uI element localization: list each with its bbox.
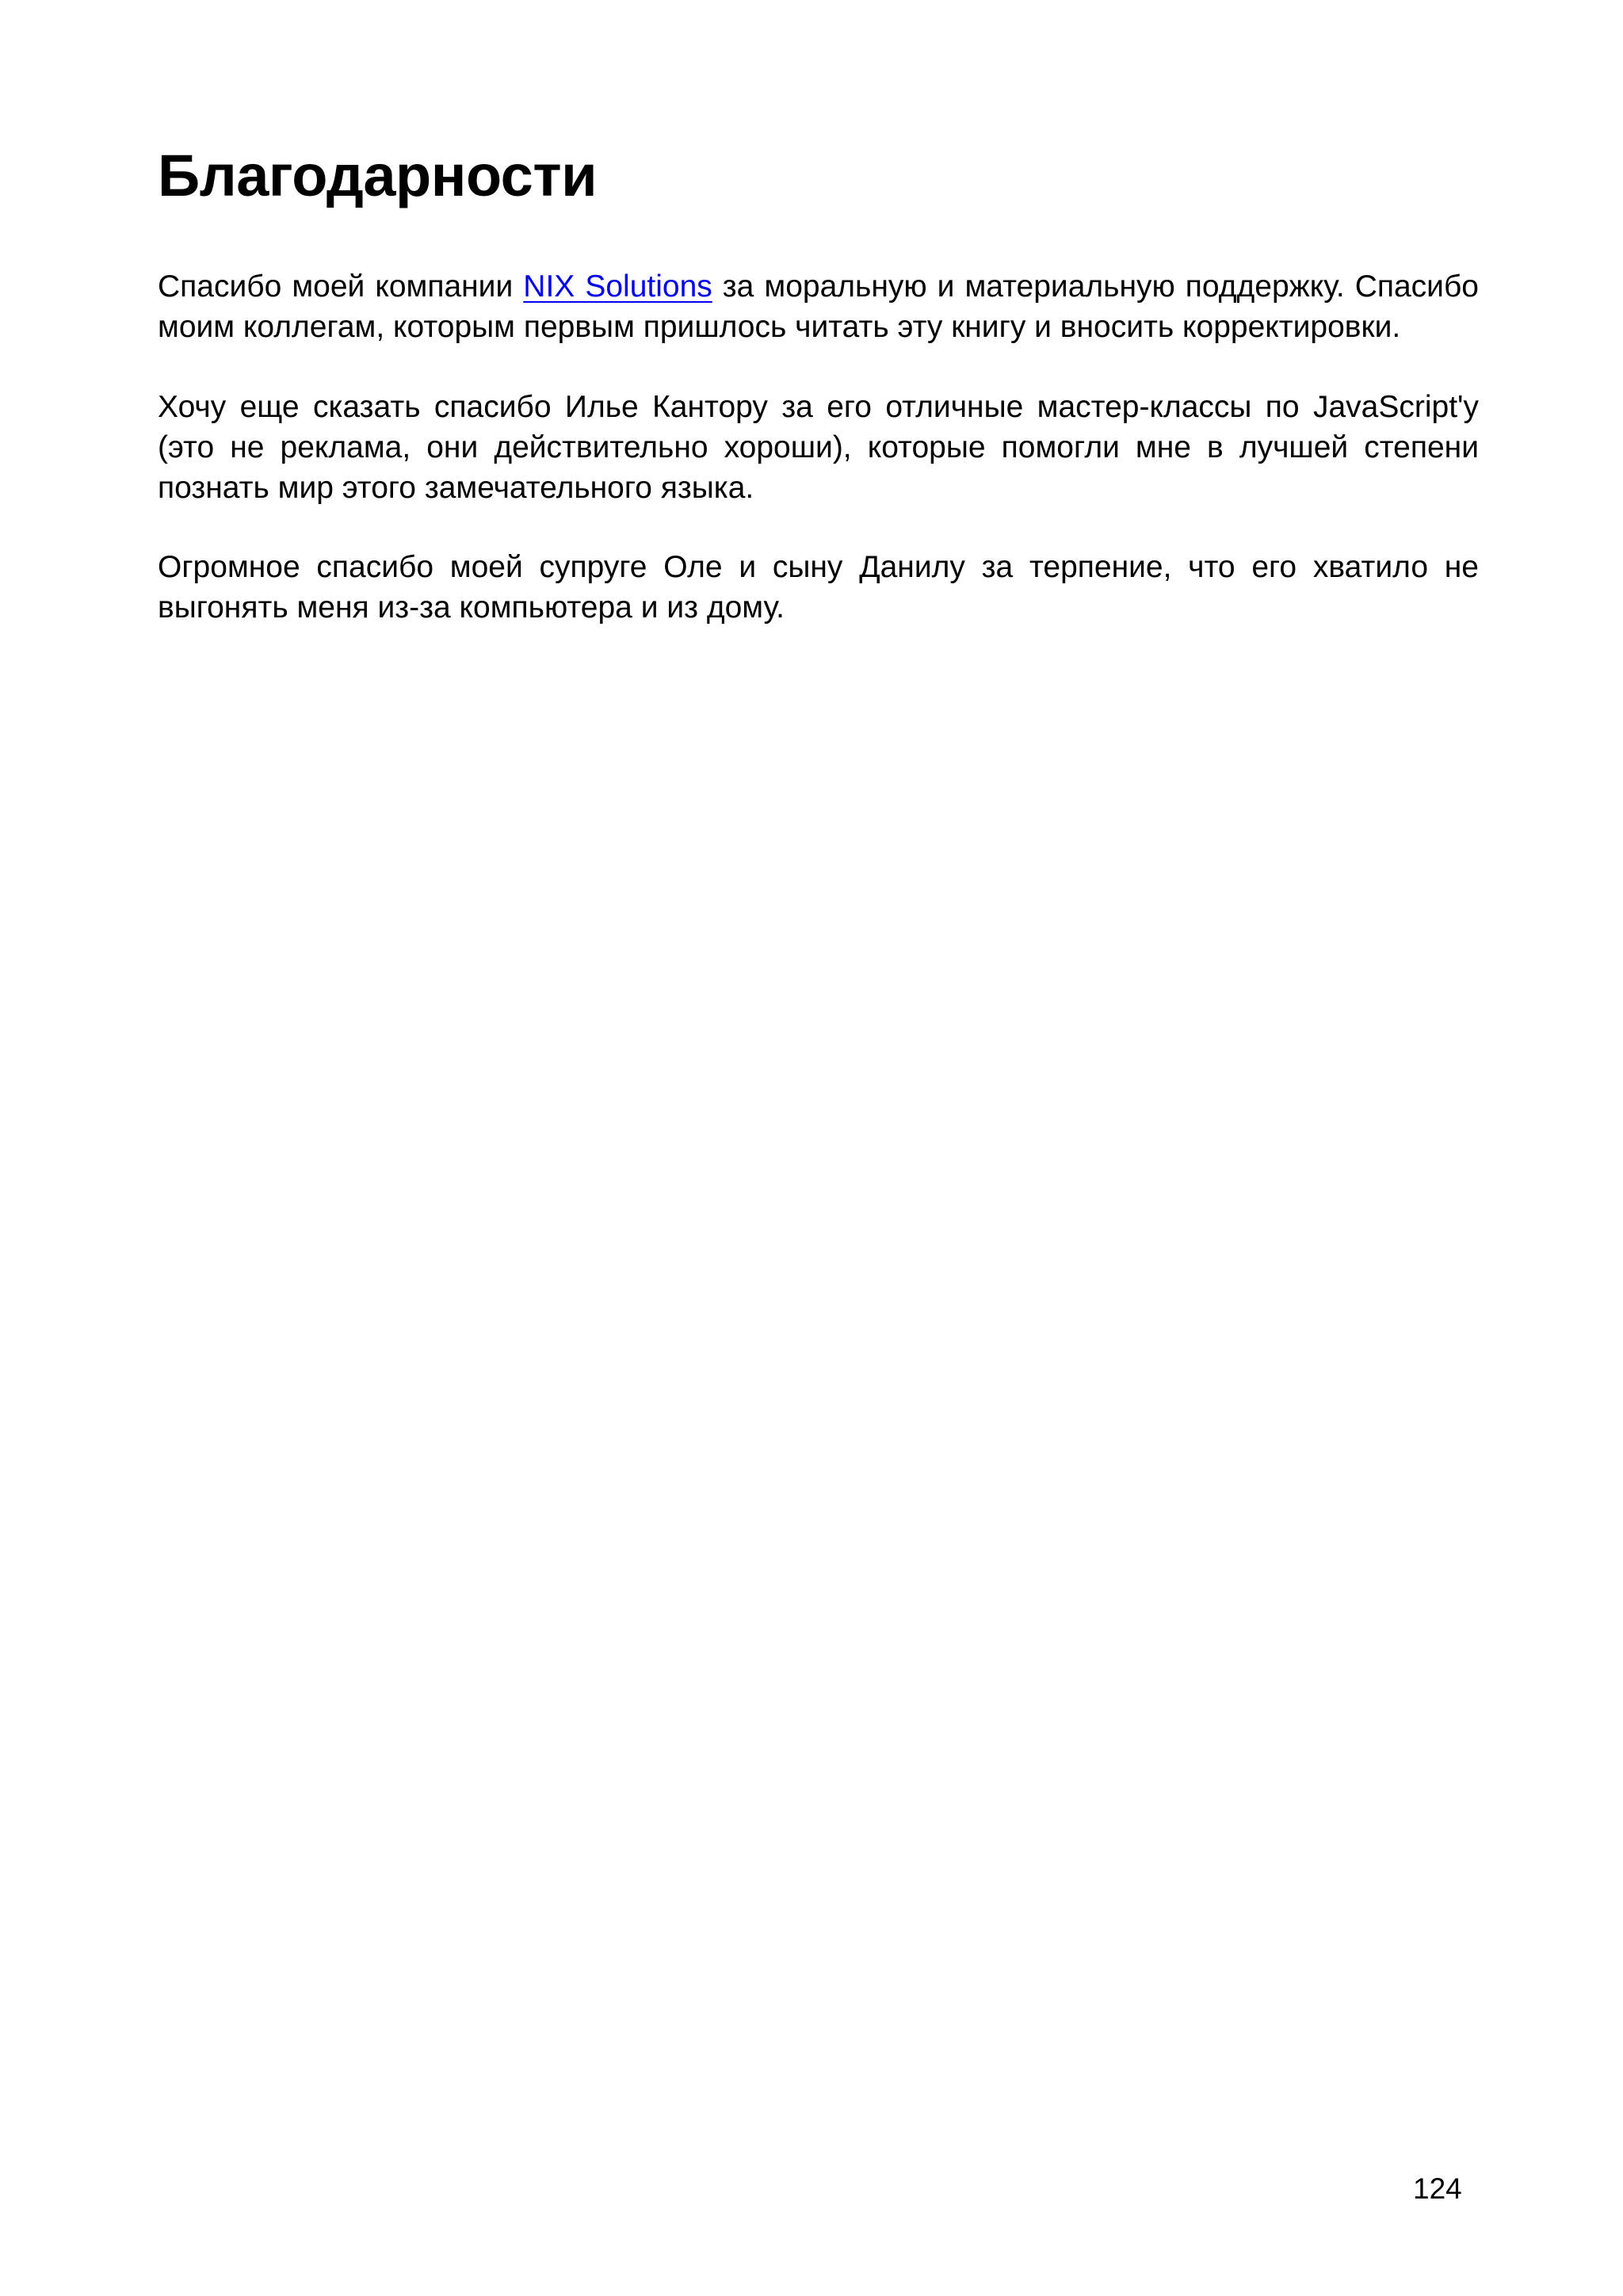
paragraph-family-thanks: Огромное спасибо моей супруге Оле и сыну Данилу за терпение, что его хватило не выгонять меня из-за компьютера и из дому. [158,550,1479,625]
page-title: Благодарности [158,143,598,208]
page-number: 124 [1413,2172,1462,2205]
paragraph-text-before-link: Спасибо моей компании [158,269,524,304]
paragraph-company-thanks [158,266,1479,347]
paragraph-kantor-thanks: Хочу еще сказать спасибо Илье Кантору за его отличные мастер-классы по JavaScript'у (это не реклама, они действительно хороши), которые помогли мне в лучшей степени познать мир этого замечательного языка. [158,390,1479,505]
paragraph-text-after-link: за моральную и материальную поддержку. Спасибо моим коллегам, которым первым пришлось читать эту книгу и вносить корректировки. [158,269,1479,344]
nix-solutions-link[interactable]: NIX Solutions [523,269,712,304]
